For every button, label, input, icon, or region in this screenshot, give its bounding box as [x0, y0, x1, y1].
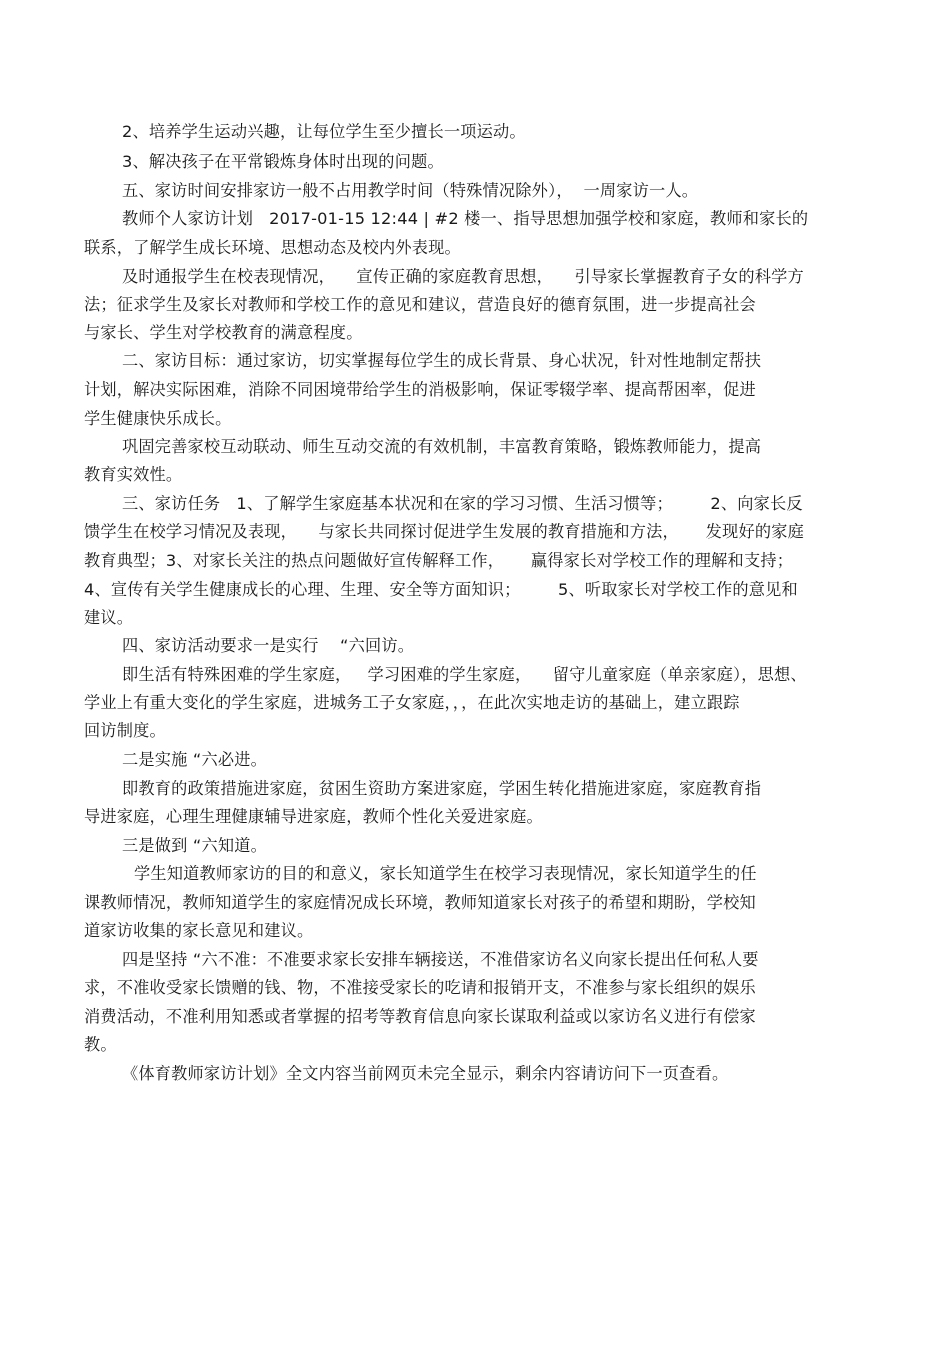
text-line: 教师个人家访计划 2017-01-15 12:44 | #2 楼一、指导思想加强学校和家庭，教师和家长的 [122, 209, 809, 228]
text-line: 学生健康快乐成长。 [84, 409, 232, 428]
text-line: 《体育教师家访计划》全文内容当前网页未完全显示，剩余内容请访问下一页查看。 [122, 1064, 729, 1083]
text-line: 四是坚持 “六不准：不准要求家长安排车辆接送，不准借家访名义向家长提出任何私人要 [122, 950, 759, 969]
text-line: 求，不准收受家长馈赠的钱、物，不准接受家长的吃请和报销开支，不准参与家长组织的娱乐 [84, 978, 756, 997]
text-line: 建议。 [84, 608, 134, 627]
text-line: 3、解决孩子在平常锻炼身体时出现的问题。 [122, 152, 444, 171]
text-line: 计划，解决实际困难，消除不同困境带给学生的消极影响，保证零辍学率、提高帮困率，促进 [84, 380, 756, 399]
text-line: 导进家庭，心理生理健康辅导进家庭，教师个性化关爱进家庭。 [84, 807, 543, 826]
text-line: 馈学生在校学习情况及表现， 与家长共同探讨促进学生发展的教育措施和方法， 发现好的家庭 [84, 522, 804, 541]
text-line: 巩固完善家校互动联动、师生互动交流的有效机制，丰富教育策略，锻炼教师能力，提高 [122, 437, 762, 456]
text-line: 联系，了解学生成长环境、思想动态及校内外表现。 [84, 238, 461, 257]
text-line: 五、家访时间安排家访一般不占用教学时间（特殊情况除外）， 一周家访一人。 [122, 181, 699, 200]
text-line: 二是实施 “六必进。 [122, 750, 268, 769]
text-line: 课教师情况，教师知道学生的家庭情况成长环境，教师知道家长对孩子的希望和期盼，学校知 [84, 893, 756, 912]
text-line: 消费活动，不准利用知悉或者掌握的招考等教育信息向家长谋取利益或以家访名义进行有偿家 [84, 1007, 756, 1026]
text-line: 4、宣传有关学生健康成长的心理、生理、安全等方面知识； 5、听取家长对学校工作的意见和 [84, 580, 798, 599]
text-line: 教育典型；3、对家长关注的热点问题做好宣传解释工作， 赢得家长对学校工作的理解和支持； [84, 551, 794, 570]
text-line: 2、培养学生运动兴趣，让每位学生至少擅长一项运动。 [122, 122, 526, 141]
text-line: 学生知道教师家访的目的和意义，家长知道学生在校学习表现情况，家长知道学生的任 [134, 864, 757, 883]
text-line: 法；征求学生及家长对教师和学校工作的意见和建议，营造良好的德育氛围，进一步提高社会 [84, 295, 756, 314]
text-line: 三、家访任务 1、了解学生家庭基本状况和在家的学习习惯、生活习惯等； 2、向家长反 [122, 494, 803, 513]
text-line: 二、家访目标：通过家访，切实掌握每位学生的成长背景、身心状况，针对性地制定帮扶 [122, 351, 762, 370]
text-line: 道家访收集的家长意见和建议。 [84, 921, 314, 940]
text-line: 教育实效性。 [84, 465, 183, 484]
text-line: 四、家访活动要求一是实行 “六回访。 [122, 636, 415, 655]
text-line: 教。 [84, 1035, 117, 1054]
text-line: 与家长、学生对学校教育的满意程度。 [84, 323, 363, 342]
text-line: 学业上有重大变化的学生家庭，进城务工子女家庭，，，在此次实地走访的基础上，建立跟踪 [84, 693, 740, 712]
text-line: 三是做到 “六知道。 [122, 836, 268, 855]
text-line: 及时通报学生在校表现情况， 宣传正确的家庭教育思想， 引导家长掌握教育子女的科学方 [122, 267, 804, 286]
text-line: 回访制度。 [84, 721, 166, 740]
text-line: 即生活有特殊困难的学生家庭， 学习困难的学生家庭， 留守儿童家庭（单亲家庭），思想、 [122, 665, 807, 684]
text-line: 即教育的政策措施进家庭，贫困生资助方案进家庭，学困生转化措施进家庭，家庭教育指 [122, 779, 762, 798]
